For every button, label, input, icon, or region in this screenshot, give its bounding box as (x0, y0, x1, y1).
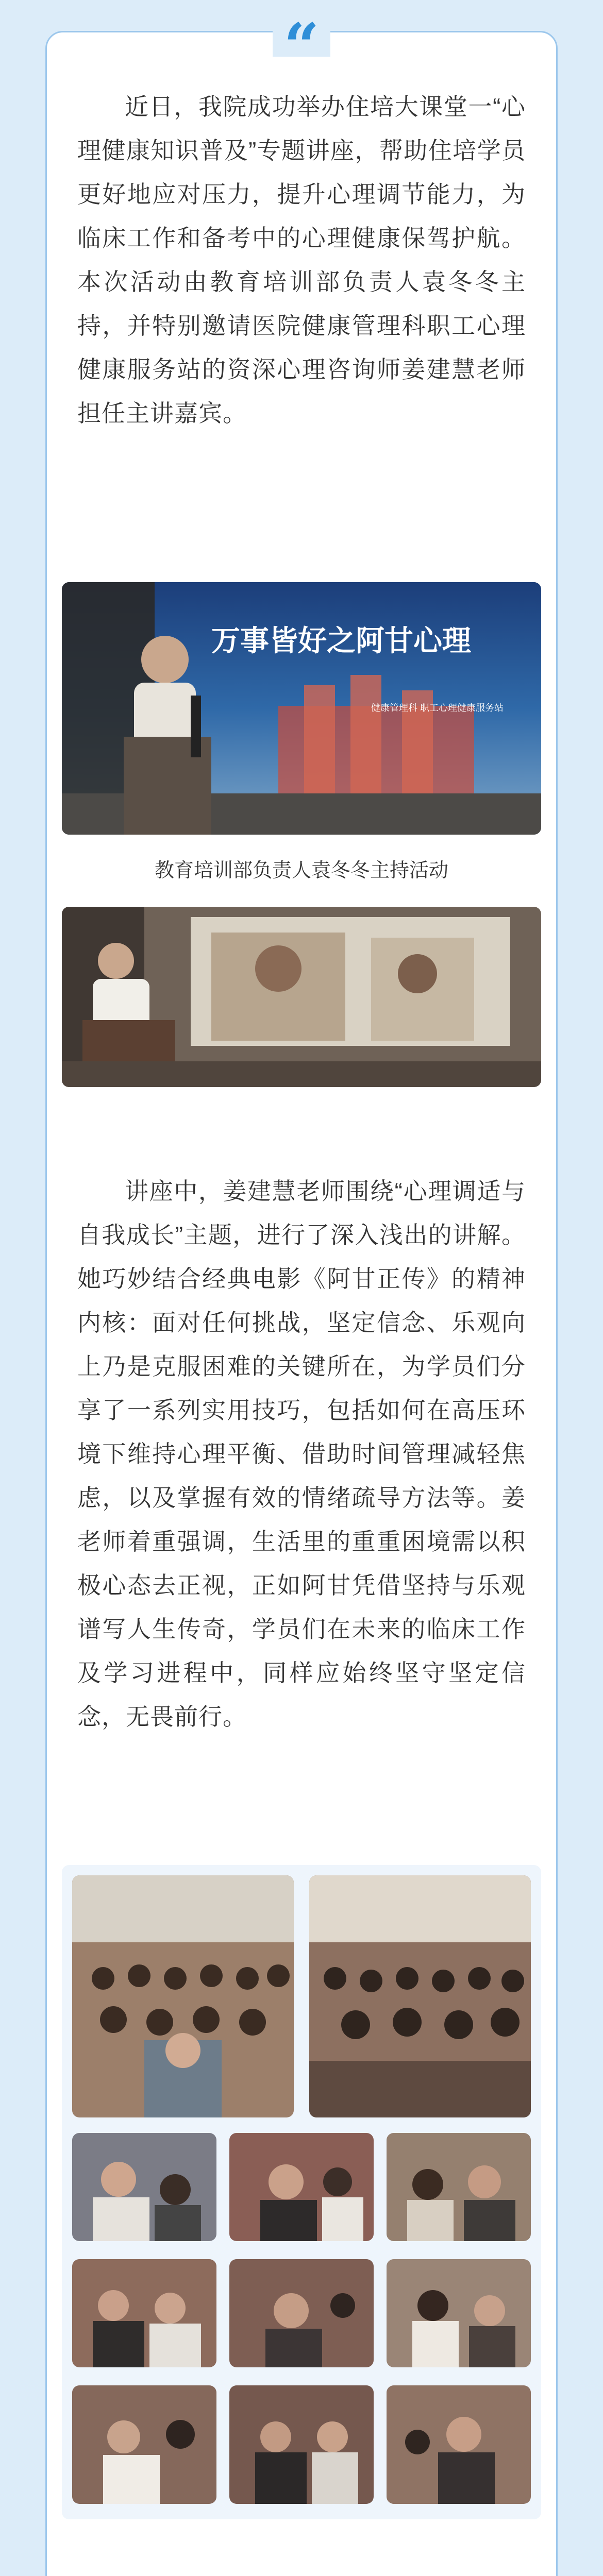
intro-paragraph: 近日，我院成功举办住培大课堂一“心理健康知识普及”专题讲座，帮助住培学员更好地应对压力，提升心理调节能力，为临床工作和备考中的心理健康保驾护航。本次活动由教育培训部负责人袁冬冬主持，并特别邀请医院健康管理科职工心理健康服务站的资深心理咨询师姜建慧老师担任主讲嘉宾。 (77, 93, 526, 427)
collage-photo-1 (72, 1875, 294, 2117)
collage-photo-7 (229, 2259, 374, 2367)
collage-photo-5 (387, 2133, 531, 2241)
quote-icon: “ (273, 15, 330, 57)
screen-title: 万事皆好之阿甘心理 (211, 624, 471, 657)
lecture-photo-speaker (62, 907, 541, 1087)
collage-photo-10 (229, 2385, 374, 2504)
screen-subtitle: 健康管理科 职工心理健康服务站 (371, 703, 504, 713)
collage-photo-11 (387, 2385, 531, 2504)
collage-photo-6 (72, 2259, 216, 2367)
lecture-photo-host (62, 582, 541, 835)
collage-photo-3 (72, 2133, 216, 2241)
collage-photo-2 (309, 1875, 531, 2117)
collage-photo-8 (387, 2259, 531, 2367)
collage-photo-4 (229, 2133, 374, 2241)
photo-caption: 教育培训部负责人袁冬冬主持活动 (154, 860, 448, 882)
lecture-paragraph: 讲座中，姜建慧老师围绕“心理调适与自我成长”主题，进行了深入浅出的讲解。她巧妙结合经典电影《阿甘正传》的精神内核：面对任何挑战，坚定信念、乐观向上乃是克服困难的关键所在，为学员们分享了一系列实用技巧，包括如何在高压环境下维持心理平衡、借助时间管理减轻焦虑，以及掌握有效的情绪疏导方法等。姜老师着重强调，生活里的重重困境需以积极心态去正视，正如阿甘凭借坚持与乐观谱写人生传奇，学员们在未来的临床工作及学习进程中，同样应始终坚守坚定信念，无畏前行。 (77, 1178, 526, 1730)
collage-photo-9 (72, 2385, 216, 2504)
